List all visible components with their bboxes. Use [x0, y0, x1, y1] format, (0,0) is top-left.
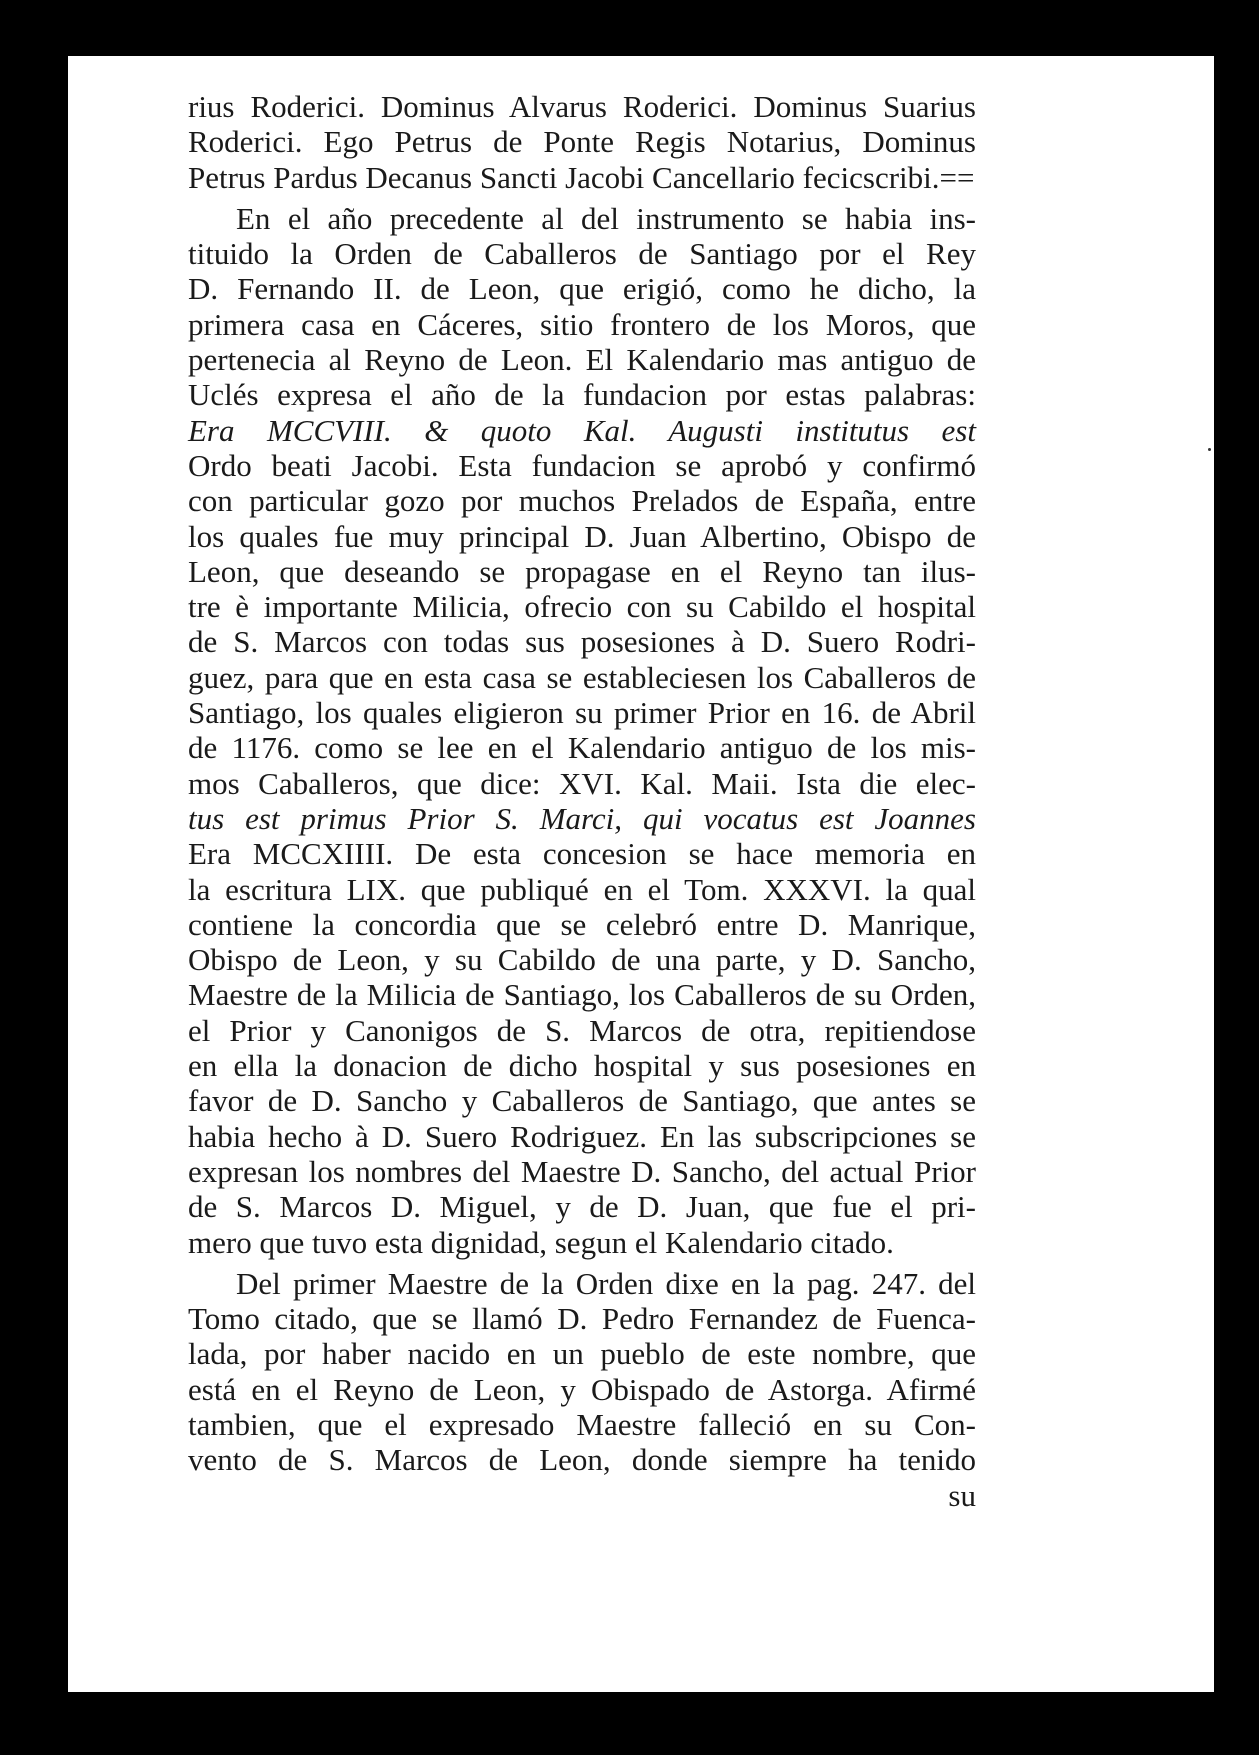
text-line: el Prior y Canonigos de S. Marcos de otra, repitiendose — [188, 1012, 976, 1048]
text-line: tituido la Orden de Caballeros de Santiago por el Rey — [188, 236, 976, 272]
text-line: con particular gozo por muchos Prelados de España, entre — [188, 483, 976, 519]
text-line: Era MCCXIIII. De esta concesion se hace memoria en — [188, 836, 976, 872]
text-line: guez, para que en esta casa se estableciesen los Caballeros de — [188, 659, 976, 695]
text-line: contiene la concordia que se celebró entre D. Manrique, — [188, 906, 976, 942]
text-line: está en el Reyno de Leon, y Obispado de Astorga. Afirmé — [188, 1371, 976, 1407]
text-line: de S. Marcos con todas sus posesiones à D. Suero Rodri- — [188, 624, 976, 660]
text-line: Obispo de Leon, y su Cabildo de una parte, y D. Sancho, — [188, 942, 976, 978]
text-line: tambien, que el expresado Maestre falleció en su Con- — [188, 1406, 976, 1442]
text-line: vento de S. Marcos de Leon, donde siempre ha tenido — [188, 1442, 976, 1478]
text-line: en ella la donacion de dicho hospital y sus posesiones en — [188, 1048, 976, 1084]
text-line: tus est primus Prior S. Marci, qui vocatus est Joannes — [188, 800, 976, 836]
text-line: lada, por haber nacido en un pueblo de este nombre, que — [188, 1336, 976, 1372]
page-text — [188, 89, 976, 1513]
text-line: pertenecia al Reyno de Leon. El Kalendario mas antiguo de — [188, 342, 976, 378]
text-line: rius Roderici. Dominus Alvarus Roderici. Dominus Suarius — [188, 89, 976, 124]
paragraph — [188, 201, 976, 1260]
text-line: favor de D. Sancho y Caballeros de Santiago, que antes se — [188, 1083, 976, 1119]
text-line: Petrus Pardus Decanus Sancti Jacobi Cancellario fecicscribi.== — [188, 159, 975, 195]
text-line: mero que tuvo esta dignidad, segun el Kalendario citado. — [188, 1224, 894, 1260]
text-line: Ordo beati Jacobi. Esta fundacion se aprobó y confirmó — [188, 447, 976, 483]
text-line: D. Fernando II. de Leon, que erigió, como he dicho, la — [188, 271, 976, 307]
text-line: los quales fue muy principal D. Juan Albertino, Obispo de — [188, 518, 976, 554]
text-line: expresan los nombres del Maestre D. Sancho, del actual Prior — [188, 1153, 976, 1189]
text-line: de S. Marcos D. Miguel, y de D. Juan, que fue el pri- — [188, 1189, 976, 1225]
text-line: primera casa en Cáceres, sitio frontero de los Moros, que — [188, 306, 976, 342]
stray-ink-mark — [1208, 448, 1211, 451]
text-line: mos Caballeros, que dice: XVI. Kal. Maii. Ista die elec- — [188, 765, 976, 801]
text-line: Maestre de la Milicia de Santiago, los Caballeros de su Orden, — [188, 977, 976, 1013]
text-line: Uclés expresa el año de la fundacion por estas palabras: — [188, 377, 976, 413]
catchword: su — [948, 1477, 976, 1513]
text-line: habia hecho à D. Suero Rodriguez. En las subscripciones se — [188, 1118, 976, 1154]
text-line: Era MCCVIII. & quoto Kal. Augusti institutus est — [188, 412, 976, 448]
text-line: Santiago, los quales eligieron su primer Prior en 16. de Abril — [188, 695, 976, 731]
text-line: Del primer Maestre de la Orden dixe en la pag. 247. del — [236, 1265, 976, 1301]
text-line: Roderici. Ego Petrus de Ponte Regis Notarius, Dominus — [188, 124, 976, 160]
paragraph — [188, 89, 976, 195]
text-line: En el año precedente al del instrumento se habia ins- — [236, 200, 976, 236]
text-line: la escritura LIX. que publiqué en el Tom. XXXVI. la qual — [188, 871, 976, 907]
text-line: de 1176. como se lee en el Kalendario antiguo de los mis- — [188, 730, 976, 766]
text-line: Leon, que deseando se propagase en el Reyno tan ilus- — [188, 553, 976, 589]
paragraph — [188, 1266, 976, 1478]
text-line: tre è importante Milicia, ofrecio con su Cabildo el hospital — [188, 589, 976, 625]
text-line: Tomo citado, que se llamó D. Pedro Fernandez de Fuenca- — [188, 1301, 976, 1337]
